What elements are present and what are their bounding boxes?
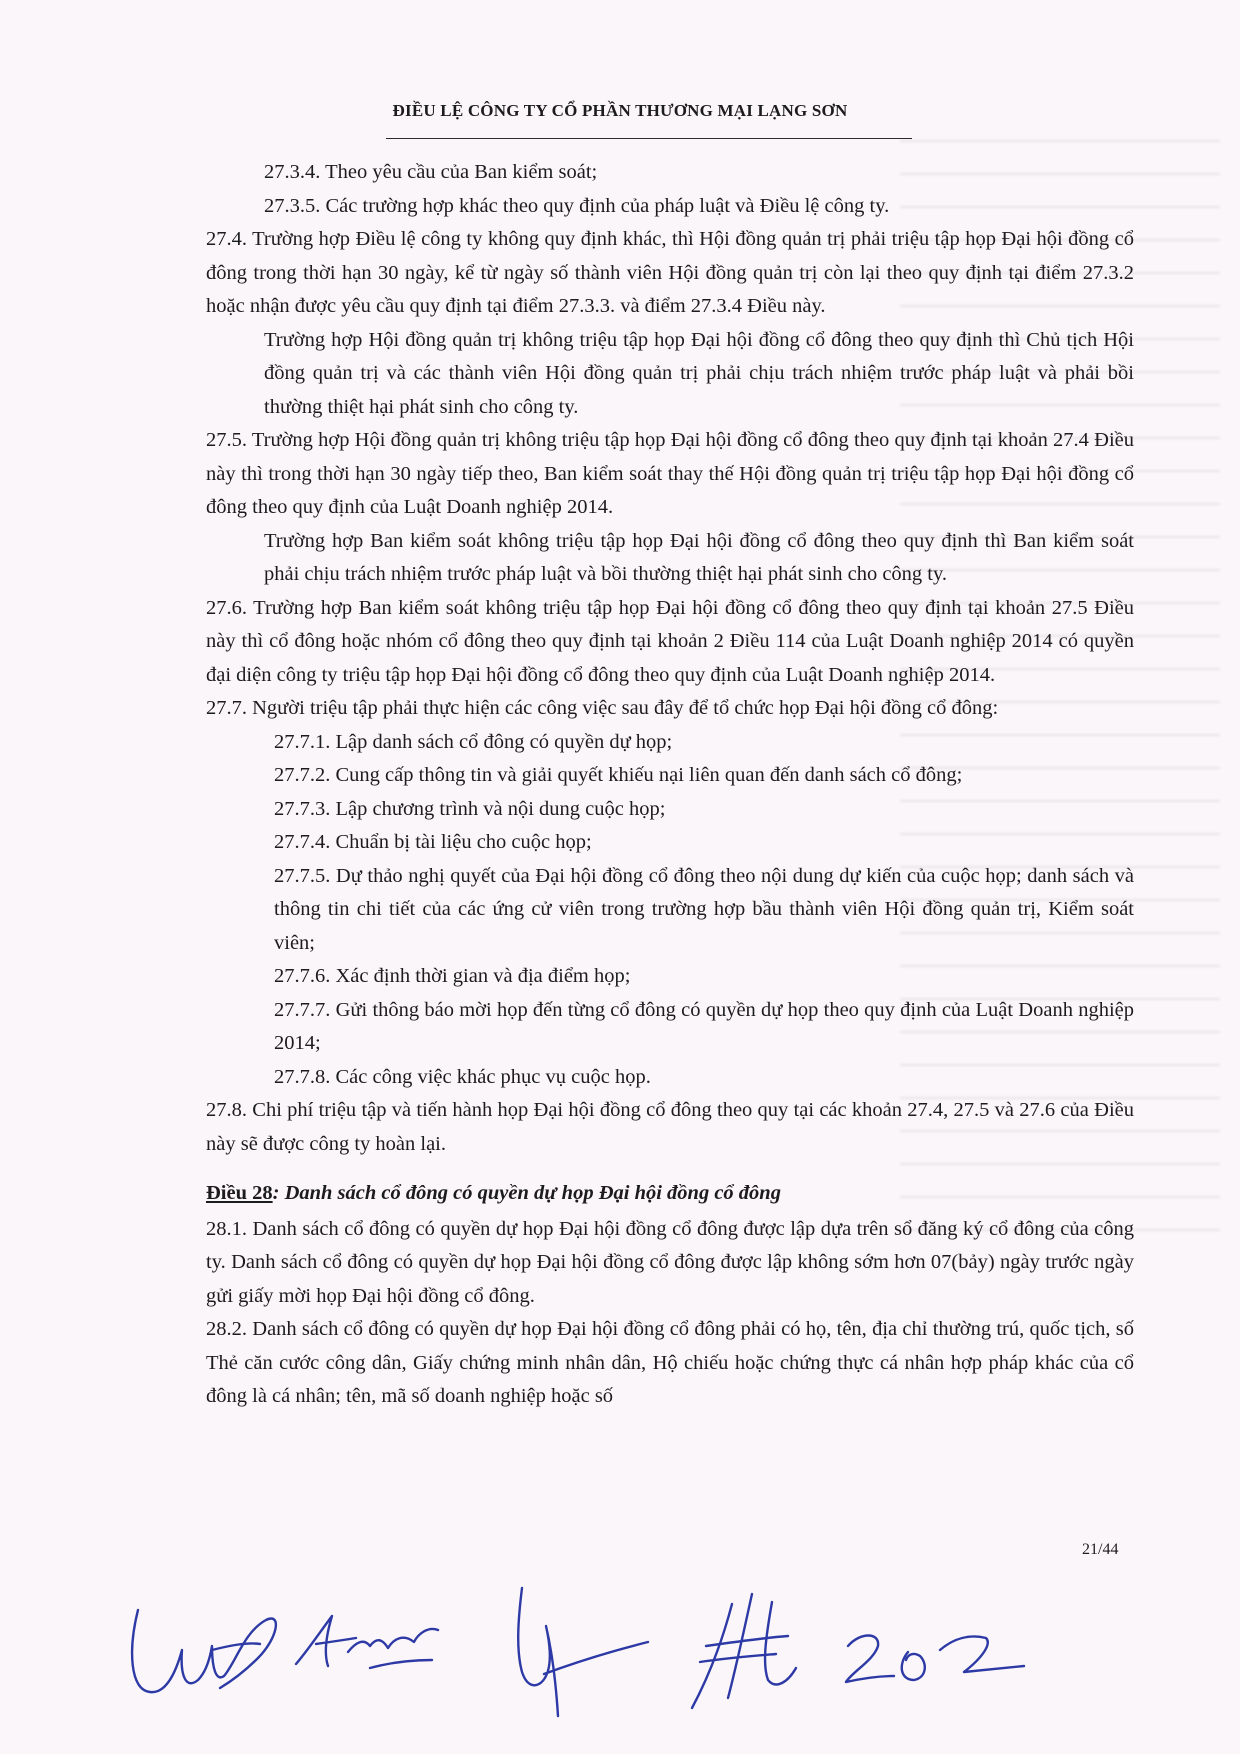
clause-27-3-5: 27.3.5. Các trường hợp khác theo quy định của pháp luật và Điều lệ công ty. (264, 194, 890, 217)
signature-2 (296, 1616, 438, 1668)
clause-27-7-8: 27.7.8. Các công việc khác phục vụ cuộc họp. (274, 1065, 651, 1088)
clause-27-5-note: Trường hợp Ban kiểm soát không triệu tập họp Đại hội đồng cổ đông theo quy định thì Ban kiểm soát phải chịu trách nhiệm trước pháp luật và bồi thường thiệt hại phát sinh cho công ty. (264, 529, 1134, 585)
signature-4 (692, 1594, 796, 1708)
article-28-title: : Danh sách cổ đông có quyền dự họp Đại hội đồng cổ đông (272, 1182, 781, 1204)
clause-27-7-3: 27.7.3. Lập chương trình và nội dung cuộc họp; (274, 797, 666, 820)
clause-27-7-6: 27.7.6. Xác định thời gian và địa điểm họp; (274, 965, 631, 987)
document-header: ĐIỀU LỆ CÔNG TY CỔ PHẦN THƯƠNG MẠI LẠNG SƠN (392, 101, 848, 120)
clause-27-3-4: 27.3.4. Theo yêu cầu của Ban kiểm soát; (264, 161, 598, 183)
document-body (206, 156, 1134, 1414)
clause-27-7-1: 27.7.1. Lập danh sách cổ đông có quyền dự họp; (274, 730, 673, 753)
clause-27-4-note: Trường hợp Hội đồng quản trị không triệu tập họp Đại hội đồng cổ đông theo quy định thì Chủ tịch Hội đồng quản trị và các thành viên Hội đồng quản trị phải chịu trách nhiệm trước pháp luật và phải bồi thường thiệt hại phát sinh cho công ty. (264, 328, 1134, 418)
article-28-heading (206, 1177, 1134, 1211)
clause-27-8: 27.8. Chi phí triệu tập và tiến hành họp Đại hội đồng cổ đông theo quy tại các khoản 27.4, 27.5 và 27.6 của Điều này sẽ được công ty hoàn lại. (206, 1099, 1134, 1155)
article-28-number: Điều 28 (206, 1182, 273, 1204)
clause-28-2: 28.2. Danh sách cổ đông có quyền dự họp Đại hội đồng cổ đông phải có họ, tên, địa chỉ thường trú, quốc tịch, số Thẻ căn cước công dân, Giấy chứng minh nhân dân, Hộ chiếu hoặc chứng thực cá nhân hợp pháp khác của cổ đông là cá nhân; tên, mã số doanh nghiệp hoặc số (206, 1318, 1134, 1407)
clause-27-7: 27.7. Người triệu tập phải thực hiện các công việc sau đây để tổ chức họp Đại hội đồng cổ đông: (206, 697, 999, 719)
signature-strip (120, 1580, 1160, 1730)
clause-27-7-2: 27.7.2. Cung cấp thông tin và giải quyết khiếu nại liên quan đến danh sách cổ đông; (274, 764, 963, 786)
signature-5 (846, 1636, 1024, 1683)
signature-3 (518, 1588, 648, 1716)
clause-27-7-4: 27.7.4. Chuẩn bị tài liệu cho cuộc họp; (274, 831, 592, 853)
clause-27-7-5: 27.7.5. Dự thảo nghị quyết của Đại hội đồng cổ đông theo nội dung dự kiến của cuộc họp; danh sách và thông tin chi tiết của các ứng cử viên trong trường hợp bầu thành viên Hội đồng quản trị, Kiểm soát viên; (274, 864, 1134, 954)
clause-28-1: 28.1. Danh sách cổ đông có quyền dự họp Đại hội đồng cổ đông được lập dựa trên sổ đăng ký cổ đông của công ty. Danh sách cổ đông có quyền dự họp Đại hội đồng cổ đông được lập không sớm hơn 07(bảy) ngày trước ngày gửi giấy mời họp Đại hội đồng cổ đông. (206, 1217, 1134, 1307)
clause-27-7-7: 27.7.7. Gửi thông báo mời họp đến từng cổ đông có quyền dự họp theo quy định của Luật Doanh nghiệp 2014; (274, 998, 1134, 1054)
signature-1 (132, 1610, 276, 1692)
header-rule (386, 138, 912, 139)
clause-27-6: 27.6. Trường hợp Ban kiểm soát không triệu tập họp Đại hội đồng cổ đông theo quy định tại khoản 27.5 Điều này thì cổ đông hoặc nhóm cổ đông theo quy định tại khoản 2 Điều 114 của Luật Doanh nghiệp 2014 có quyền đại diện công ty triệu tập họp Đại hội đồng cổ đông theo quy định của Luật Doanh nghiệp 2014. (206, 596, 1134, 686)
clause-27-5: 27.5. Trường hợp Hội đồng quản trị không triệu tập họp Đại hội đồng cổ đông theo quy định tại khoản 27.4 Điều này thì trong thời hạn 30 ngày tiếp theo, Ban kiểm soát thay thế Hội đồng quản trị triệu tập họp Đại hội đồng cổ đông theo quy định của Luật Doanh nghiệp 2014. (206, 429, 1134, 518)
clause-27-4: 27.4. Trường hợp Điều lệ công ty không quy định khác, thì Hội đồng quản trị phải triệu tập họp Đại hội đồng cổ đông trong thời hạn 30 ngày, kể từ ngày số thành viên Hội đồng quản trị còn lại theo quy định tại điểm 27.3.2 hoặc nhận được yêu cầu quy định tại điểm 27.3.3. và điểm 27.3.4 Điều này. (206, 228, 1134, 317)
page-number: 21/44 (1082, 1541, 1119, 1558)
